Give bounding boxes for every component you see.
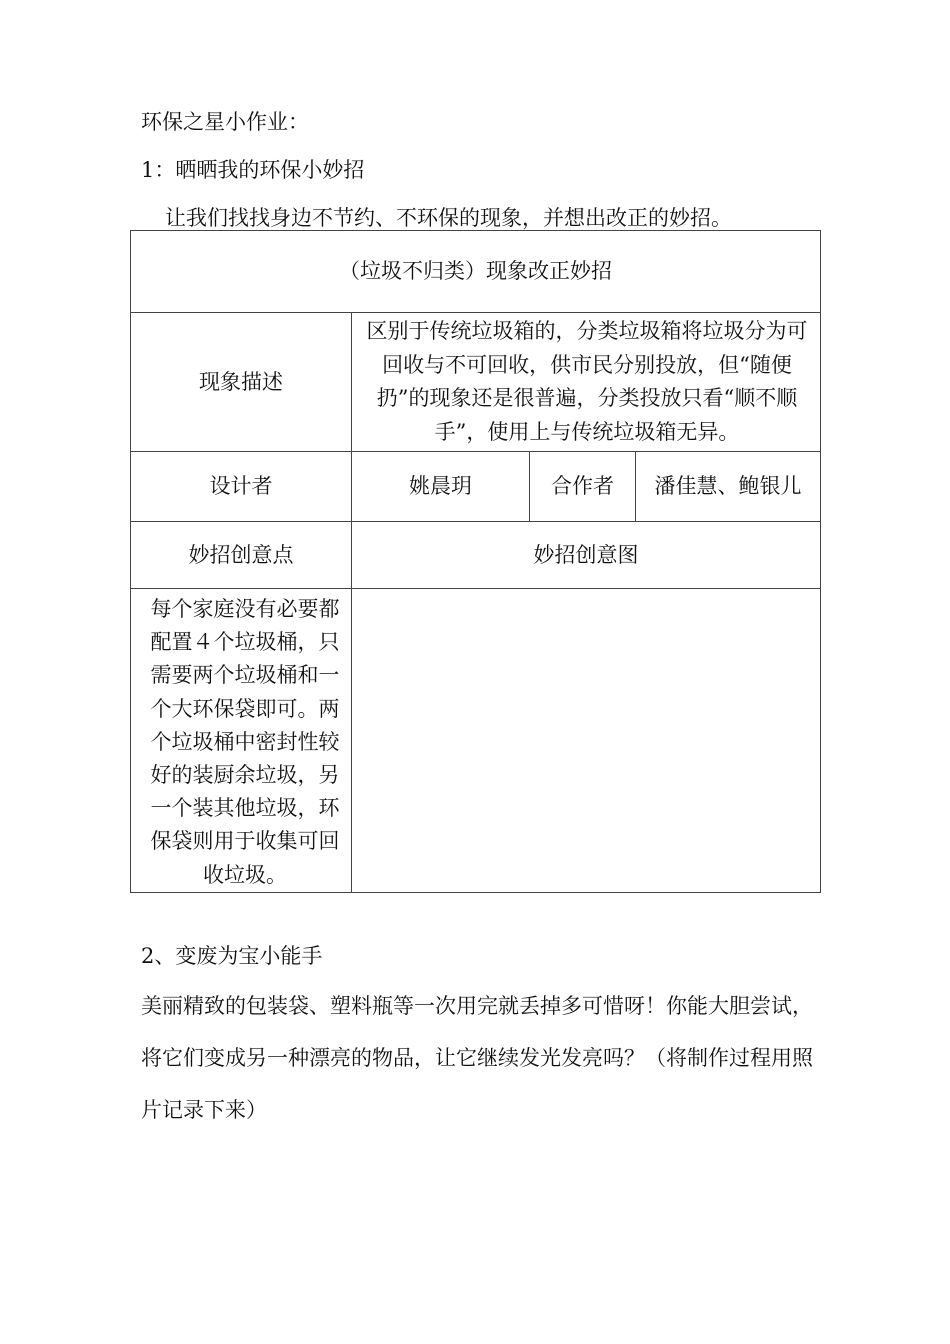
table-row — [131, 589, 821, 893]
table-caption: （垃圾不归类）现象改正妙招 — [131, 231, 821, 313]
page-title: 环保之星小作业： — [141, 110, 309, 134]
improvement-table — [130, 230, 821, 893]
section1-intro: 让我们找找身边不节约、不环保的现象，并想出改正的妙招。 — [165, 206, 732, 230]
table-row — [131, 313, 821, 452]
collaborator-value: 潘佳慧、鲍银儿 — [636, 452, 821, 522]
idea-label: 妙招创意点 — [131, 522, 352, 589]
designer-value: 姚晨玥 — [352, 452, 530, 522]
idea-image-label: 妙招创意图 — [352, 522, 821, 589]
section2-title: 2、变废为宝小能手 — [141, 944, 323, 968]
table-row — [131, 452, 821, 522]
idea-text: 每个家庭没有必要都配置４个垃圾桶，只需要两个垃圾桶和一个大环保袋即可。两个垃圾桶中密封性较好的装厨余垃圾，另一个装其他垃圾，环保袋则用于收集可回收垃圾。 — [131, 589, 352, 893]
section1-title: 1：晒晒我的环保小妙招 — [141, 158, 365, 182]
designer-label: 设计者 — [131, 452, 352, 522]
table-row — [131, 231, 821, 313]
collaborator-label: 合作者 — [530, 452, 636, 522]
phenomenon-label: 现象描述 — [131, 313, 352, 452]
section2-body: 美丽精致的包装袋、塑料瓶等一次用完就丢掉多可惜呀！你能大胆尝试，将它们变成另一种漂亮的物品，让它继续发光发亮吗？（将制作过程用照片记录下来） — [141, 994, 813, 1122]
idea-image-area — [352, 589, 821, 893]
table-row — [131, 522, 821, 589]
phenomenon-text: 区别于传统垃圾箱的，分类垃圾箱将垃圾分为可回收与不可回收，供市民分别投放，但“随便扔”的现象还是很普遍，分类投放只看“顺不顺手”，使用上与传统垃圾箱无异。 — [352, 313, 821, 452]
